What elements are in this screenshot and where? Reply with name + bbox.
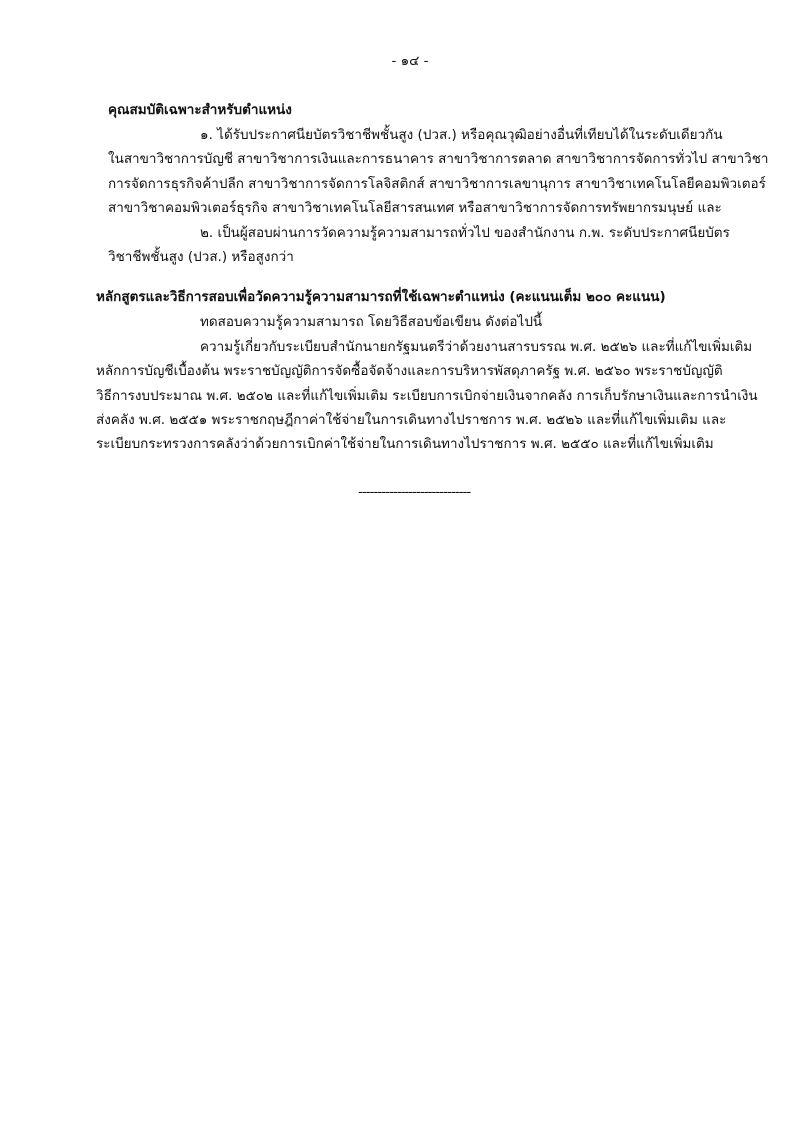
end-separator: -----------------------------: [358, 484, 471, 500]
exam-line: ความรู้เกี่ยวกับระเบียบสำนักนายกรัฐมนตรีว่าด้วยงานสารบรรณ พ.ศ. ๒๕๒๖ และที่แก้ไขเพิ่มเติม: [200, 339, 753, 355]
qualification-line: วิชาชีพชั้นสูง (ปวส.) หรือสูงกว่า: [108, 249, 294, 265]
qualification-line: การจัดการธุรกิจค้าปลีก สาขาวิชาการจัดการโลจิสติกส์ สาขาวิชาการเลขานุการ สาขาวิชาเทคโนโลยีคอมพิวเตอร์: [108, 176, 766, 192]
exam-line: ทดสอบความรู้ความสามารถ โดยวิธีสอบข้อเขียน ดังต่อไปนี้: [200, 314, 543, 330]
qualification-line: ในสาขาวิชาการบัญชี สาขาวิชาการเงินและการธนาคาร สาขาวิชาการตลาด สาขาวิชาการจัดการทั่วไป สาขาวิชา: [108, 151, 769, 167]
page-number: - ๑๔ -: [391, 53, 429, 69]
section-heading-exam: หลักสูตรและวิธีการสอบเพื่อวัดความรู้ความสามารถที่ใช้เฉพาะตำแหน่ง (คะแนนเต็ม ๒๐๐ คะแนน): [96, 289, 666, 305]
section-heading-qualifications: คุณสมบัติเฉพาะสำหรับตำแหน่ง: [108, 102, 292, 118]
exam-line: ระเบียบกระทรวงการคลังว่าด้วยการเบิกค่าใช้จ่ายในการเดินทางไปราชการ พ.ศ. ๒๕๕๐ และที่แก้ไขเพิ่มเติม: [96, 436, 714, 452]
qualification-line: สาขาวิชาคอมพิวเตอร์ธุรกิจ สาขาวิชาเทคโนโลยีสารสนเทศ หรือสาขาวิชาการจัดการทรัพยากรมนุษย์ และ: [108, 200, 722, 216]
exam-line: หลักการบัญชีเบื้องต้น พระราชบัญญัติการจัดซื้อจัดจ้างและการบริหารพัสดุภาครัฐ พ.ศ. ๒๕๖๐ พระราชบัญญัติ: [96, 363, 723, 379]
qualification-line: ๒. เป็นผู้สอบผ่านการวัดความรู้ความสามารถทั่วไป ของสำนักงาน ก.พ. ระดับประกาศนียบัตร: [200, 225, 730, 241]
exam-line: ส่งคลัง พ.ศ. ๒๕๕๑ พระราชกฤษฎีกาค่าใช้จ่ายในการเดินทางไปราชการ พ.ศ. ๒๕๒๖ และที่แก้ไขเพิ่มเติม และ: [96, 412, 727, 428]
exam-line: วิธีการงบประมาณ พ.ศ. ๒๕๐๒ และที่แก้ไขเพิ่มเติม ระเบียบการเบิกจ่ายเงินจากคลัง การเก็บรักษาเงินและการนำเงิน: [96, 388, 758, 404]
qualification-line: ๑. ได้รับประกาศนียบัตรวิชาชีพชั้นสูง (ปวส.) หรือคุณวุฒิอย่างอื่นที่เทียบได้ในระดับเดียวกัน: [200, 127, 723, 143]
